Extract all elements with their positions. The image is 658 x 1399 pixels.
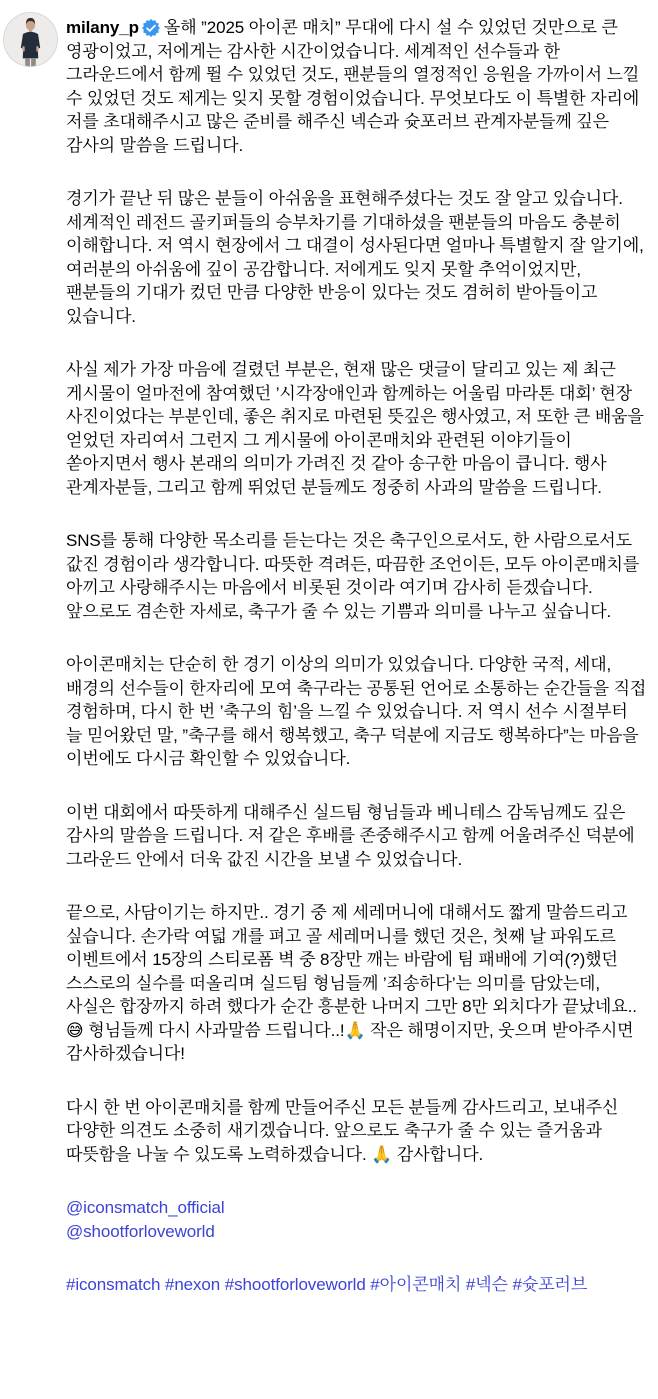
avatar-person-image xyxy=(3,12,58,67)
caption-paragraph: 경기가 끝난 뒤 많은 분들이 아쉬움을 표현해주셨다는 것도 잘 알고 있습니다. 세계적인 레전드 골키퍼들의 승부차기를 기대하셨을 팬분들의 마음도 충분히 이해합니다. 저 역시 현장에서 그 대결이 성사된다면 얼마나 특별할지 잘 알기에, 여러분의 아쉬움에 깊이 공감합니다. 저에게도 잊지 못할 추억이었지만, 팬분들의 기대가 컸던 만큼 다양한 반응이 있다는 것도 겸허히 받아들이고 있습니다. xyxy=(66,189,644,326)
hashtag-link[interactable]: #아이콘매치 xyxy=(370,1275,462,1294)
hashtag-link[interactable]: #슛포러브 xyxy=(512,1275,588,1294)
caption-paragraph: SNS를 통해 다양한 목소리를 듣는다는 것은 축구인으로서도, 한 사람으로서도 값진 경험이라 생각합니다. 따뜻한 격려든, 따끔한 조언이든, 모두 아이콘매치를 아끼고 사랑해주시는 마음에서 비롯된 것이라 여기며 감사히 듣겠습니다. 앞으로도 겸손한 자세로, 축구가 줄 수 있는 기쁨과 의미를 나누고 싶습니다. xyxy=(66,531,640,621)
hashtag-link[interactable]: #shootforloveworld xyxy=(224,1275,366,1294)
mention-link[interactable]: @shootforloveworld xyxy=(66,1221,215,1241)
caption-body xyxy=(66,12,648,1297)
caption-paragraph: 아이콘매치는 단순히 한 경기 이상의 의미가 있었습니다. 다양한 국적, 세대, 배경의 선수들이 한자리에 모여 축구라는 공통된 언어로 소통하는 순간들을 직접 경험하며, 다시 한 번 ’축구의 힘’을 느낄 수 있었습니다. 저 역시 선수 시절부터 늘 믿어왔던 말, ”축구를 해서 행복했고, 축구 덕분에 지금도 행복하다”는 마음을 이번에도 다시금 확인할 수 있었습니다. xyxy=(66,655,647,768)
verified-badge-icon xyxy=(142,19,160,37)
caption-paragraph: 이번 대회에서 따뜻하게 대해주신 실드팀 형님들과 베니테스 감독님께도 깊은 감사의 말씀을 드립니다. 저 같은 후배를 존중해주시고 함께 어울려주신 덕분에 그라운드 안에서 더욱 값진 시간을 보낼 수 있었습니다. xyxy=(66,802,635,869)
caption-paragraph: 사실 제가 가장 마음에 걸렸던 부분은, 현재 많은 댓글이 달리고 있는 제 최근 게시물이 얼마전에 참여했던 ’시각장애인과 함께하는 어울림 마라톤 대회’ 현장 사진이었다는 부분인데, 좋은 취지로 마련된 뜻깊은 행사였고, 저 또한 큰 배움을 얻었던 자리여서 그런지 그 게시물에 아이콘매치와 관련된 이야기들이 쏟아지면서 행사 본래의 의미가 가려진 것 같아 송구한 마음이 큽니다. 행사 관계자분들, 그리고 함께 뛰었던 분들께도 정중히 사과의 말씀을 드립니다. xyxy=(66,360,644,497)
avatar[interactable] xyxy=(3,12,58,67)
caption-paragraph: 끝으로, 사담이기는 하지만.. 경기 중 제 세레머니에 대해서도 짧게 말씀드리고 싶습니다. 손가락 여덟 개를 펴고 골 세레머니를 했던 것은, 첫째 날 파워도르 이벤트에서 15장의 스티로폼 벽 중 8장만 깨는 바람에 팀 패배에 기여(?)했던 스스로의 실수를 떠올리며 실드팀 형님들께 ’죄송하다’는 의미를 담았는데, 사실은 합장까지 하려 했다가 순간 흥분한 나머지 그만 8만 외치다가 끝났네요.. 😅 형님들께 다시 사과말씀 드립니다..!🙏 작은 해명이지만, 웃으며 받아주시면 감사하겠습니다! xyxy=(66,903,637,1063)
hashtag-link[interactable]: #넥슨 xyxy=(465,1275,508,1294)
hashtag-link[interactable]: #nexon xyxy=(164,1275,221,1294)
caption-paragraph: 다시 한 번 아이콘매치를 함께 만들어주신 모든 분들께 감사드리고, 보내주신 다양한 의견도 소중히 새기겠습니다. 앞으로도 축구가 줄 수 있는 즐거움과 따뜻함을 나눌 수 있도록 노력하겠습니다. 🙏 감사합니다. xyxy=(66,1097,619,1164)
hashtag-link[interactable]: #iconsmatch xyxy=(66,1275,161,1294)
hashtags-block xyxy=(66,1273,648,1297)
caption-text: 올해 ”2025 아이콘 매치” 무대에 다시 설 수 있었던 것만으로 큰 영광이었고, 저에게는 감사한 시간이었습니다. 세계적인 선수들과 한 그라운드에서 함께 뛸 수 있었던 것도, 팬분들의 열정적인 응원을 가까이서 느낄 수 있었던 것도 제게는 잊지 못할 경험이었습니다. 무엇보다도 이 특별한 자리에 저를 초대해주시고 많은 준비를 해주신 넥슨과 슛포러브 관계자분들께 깊은 감사의 말씀을 드립니다. xyxy=(66,18,640,155)
username[interactable]: milany_p xyxy=(66,18,139,37)
mention-link[interactable]: @iconsmatch_official xyxy=(66,1198,225,1217)
mentions-block xyxy=(66,1196,648,1243)
caption-paragraph xyxy=(66,16,648,157)
